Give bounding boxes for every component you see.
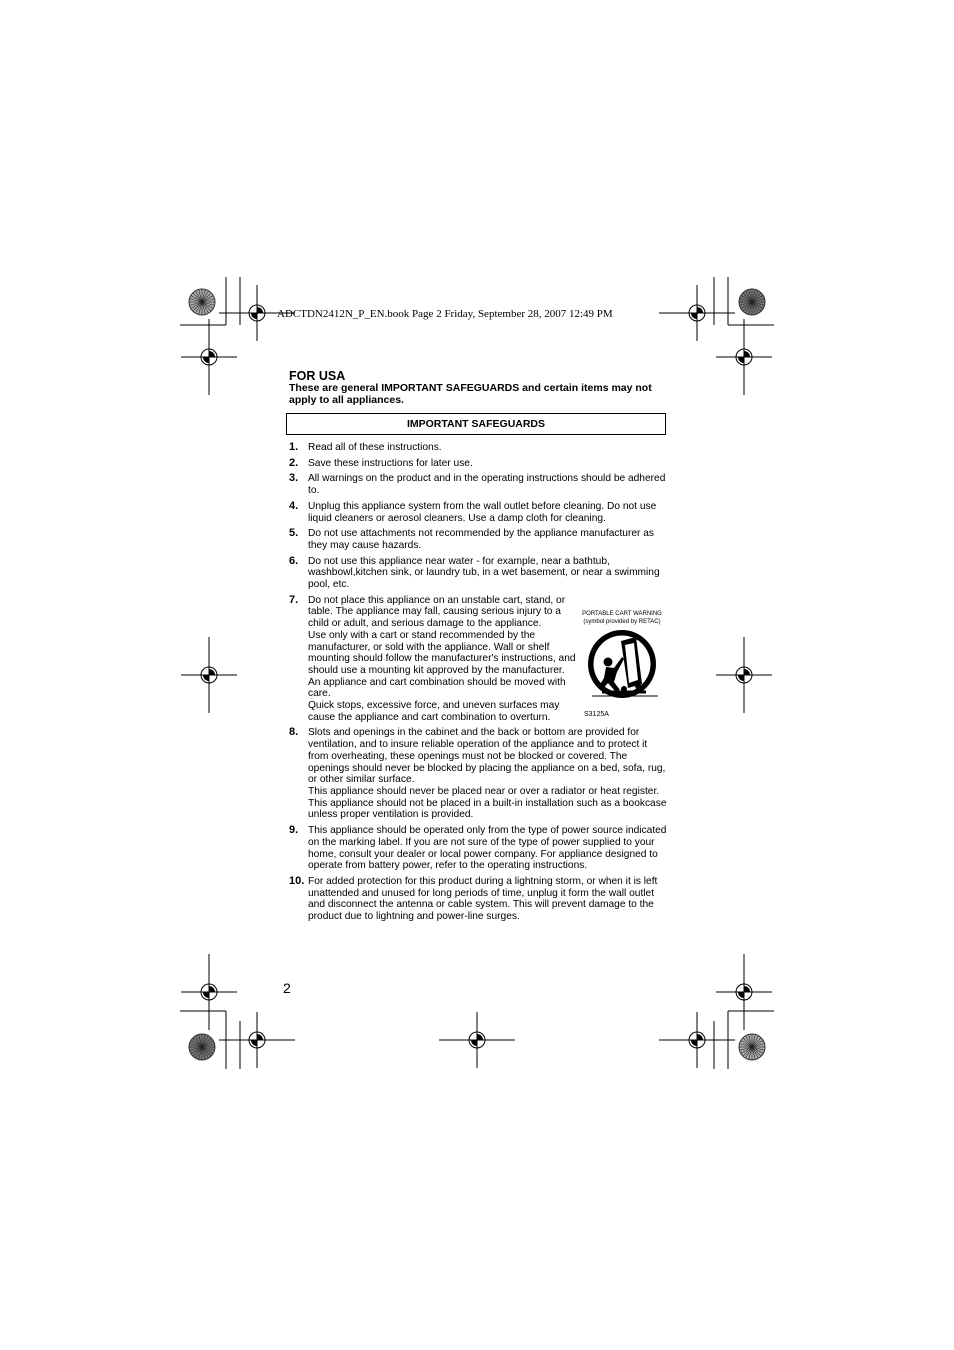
list-item (289, 727, 669, 821)
safeguards-box-title: IMPORTANT SAFEGUARDS (286, 413, 666, 435)
safeguards-content (289, 369, 669, 927)
page-number: 2 (283, 980, 291, 996)
list-item (289, 501, 669, 524)
safeguards-list (289, 442, 669, 923)
list-item (289, 528, 669, 551)
registration-crosshair (181, 954, 237, 1030)
color-registration-target (739, 289, 765, 315)
section-intro: These are general IMPORTANT SAFEGUARDS and certain items may not apply to all appliances. (289, 382, 652, 406)
registration-crosshair (659, 1012, 735, 1068)
registration-crosshair (659, 285, 735, 341)
item-text: Quick stops, excessive force, and uneven surfaces may cause the appliance and cart combination to overturn. (308, 700, 560, 723)
book-info-header: ADCTDN2412N_P_EN.book Page 2 Friday, September 28, 2007 12:49 PM (277, 308, 613, 320)
item-text: All warnings on the product and in the operating instructions should be adhered to. (308, 473, 666, 497)
list-item (289, 876, 669, 923)
registration-crosshair (716, 637, 772, 713)
registration-crosshair (181, 319, 237, 395)
registration-crosshair (439, 1012, 515, 1068)
item-number: 6. (289, 554, 299, 567)
item-text: Use only with a cart or stand recommended by the manufacturer, or sold with the appliance. Wall or shelf mounting should follow the manufacturer's instructions, and should use a mounting kit approved by the manufacturer. An appliance and cart combination should be moved with care. (308, 629, 576, 700)
cart-warning-caption: PORTABLE CART WARNING (582, 610, 662, 617)
color-registration-target (189, 289, 215, 315)
item-number: 7. (289, 593, 299, 606)
portable-cart-warning-figure (584, 610, 664, 718)
item-number: 10. (289, 874, 305, 887)
color-registration-target (189, 1034, 215, 1060)
item-text: Save these instructions for later use. (308, 457, 473, 469)
item-text: This appliance should never be placed near or over a radiator or heat register. (308, 785, 660, 797)
item-number: 1. (289, 441, 299, 453)
list-item (289, 595, 669, 724)
item-text: Do not use attachments not recommended by the appliance manufacturer as they may cause hazards. (308, 528, 655, 551)
item-number: 9. (289, 824, 299, 837)
item-text: This appliance should be operated only from the type of power source indicated on the marking label. If you are not sure of the type of power supplied to your home, consult your dealer or local power company. For appliance designed to operate from battery power, refer to the operating instructions. (308, 825, 667, 872)
color-registration-target (739, 1034, 765, 1060)
cart-warning-code: S3125A (584, 710, 609, 718)
registration-crosshair (716, 954, 772, 1030)
item-number: 2. (289, 456, 299, 469)
item-text: Unplug this appliance system from the wall outlet before cleaning. Do not use liquid cleaners or aerosol cleaners. Use a damp cloth for cleaning. (308, 500, 657, 524)
item-text: Do not place this appliance on an unstable cart, stand, or table. The appliance may fall, causing serious injury to a child or adult, and serious damage to the appliance. (308, 594, 566, 630)
item-text: Do not use this appliance near water - for example, near a bathtub, washbowl,kitchen sink, or laundry tub, in a wet basement, or near a swimming pool, etc. (308, 555, 660, 591)
item-text: Slots and openings in the cabinet and the back or bottom are provided for ventilation, and to insure reliable operation of the appliance and to protect it from overheating, these openings must not be blocked or covered. The openings should never be blocked by placing the appliance on a bed, sofa, rug, or other similar surface. (308, 727, 666, 786)
list-item (289, 556, 669, 591)
tipping-cart-icon (584, 626, 664, 706)
item-text: For added protection for this product during a lightning storm, or when it is left unattended and unused for long periods of time, unplug it form the wall outlet and disconnect the antenna or cable system. This will prevent damage to the product due to lightning and power-line surges. (308, 875, 658, 923)
item-number: 8. (289, 726, 299, 739)
list-item (289, 825, 669, 872)
item-text: This appliance should not be placed in a built-in installation such as a bookcase unless proper ventilation is provided. (308, 797, 667, 821)
registration-crosshair (716, 319, 772, 395)
list-item (289, 442, 669, 454)
cart-warning-credit: (symbol provided by RETAC) (583, 618, 661, 625)
list-item (289, 473, 669, 496)
item-number: 3. (289, 472, 299, 485)
item-number: 5. (289, 527, 299, 540)
registration-crosshair (219, 1012, 295, 1068)
list-item (289, 458, 669, 470)
section-title: FOR USA (289, 369, 346, 383)
registration-crosshair (181, 637, 237, 713)
item-text: Read all of these instructions. (308, 442, 442, 453)
item-number: 4. (289, 499, 299, 512)
